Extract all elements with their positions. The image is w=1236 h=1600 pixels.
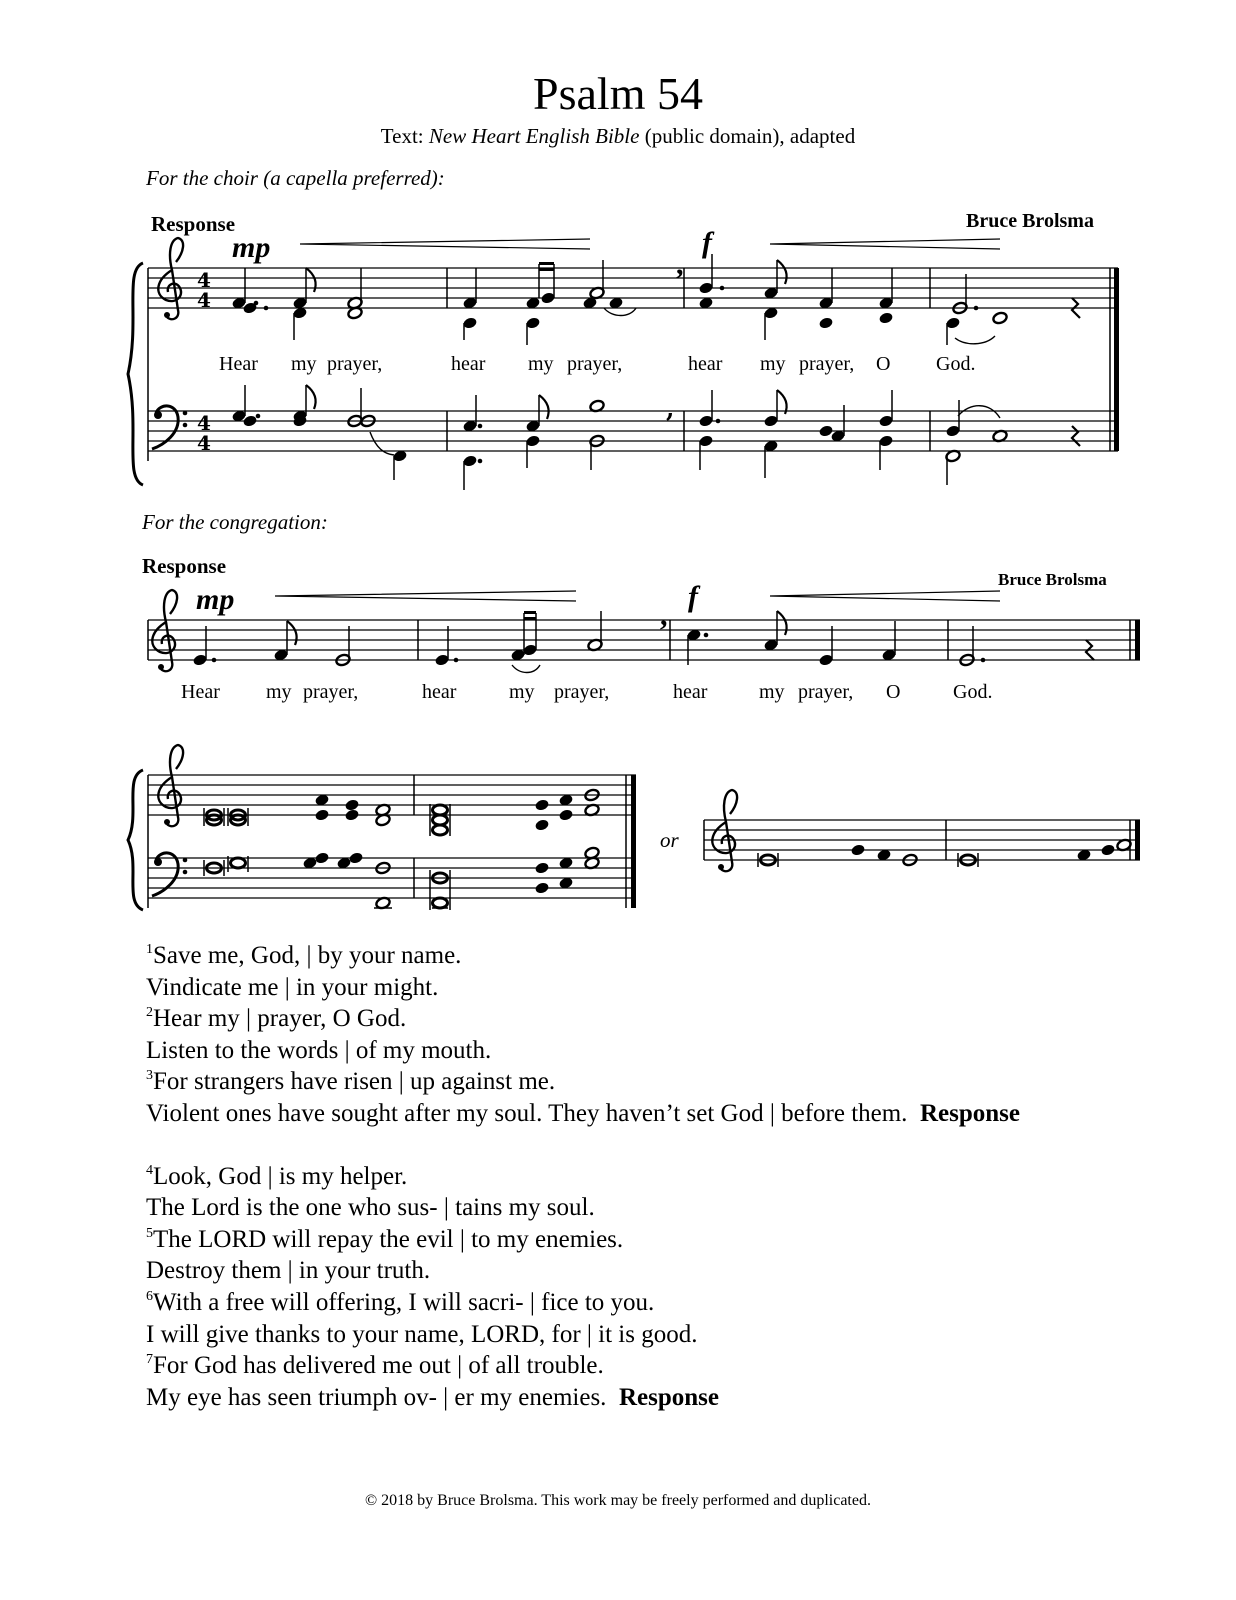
choir-lyric: Hear	[219, 353, 258, 375]
verse-line	[146, 1003, 1146, 1035]
verse-text: The LORD will repay the evil | to my enemies.	[153, 1225, 624, 1253]
choir-breath-mark: ,	[676, 248, 684, 281]
verse-line	[146, 1161, 1146, 1193]
verse-line	[146, 1035, 1146, 1067]
verse-number: 4	[146, 1162, 153, 1178]
verse-text: With a free will offering, I will sacri- | fice to you.	[153, 1288, 655, 1316]
congregation-dynamic-f: f	[688, 580, 698, 613]
congregation-breath-mark: ,	[660, 599, 668, 632]
verse-text: Listen to the words | of my mouth.	[146, 1036, 492, 1064]
svg-text:4: 4	[197, 411, 211, 435]
verse-line	[146, 972, 1146, 1004]
choir-lyric: my	[291, 353, 317, 375]
congregation-lyric: prayer,	[303, 681, 359, 703]
psalm-tone-melody-score	[704, 790, 1140, 871]
verse-text: Hear my | prayer, O God.	[153, 1005, 407, 1033]
verse-stanza	[146, 940, 1146, 1130]
choir-dynamic-f: f	[702, 226, 712, 259]
verse-stanza	[146, 1161, 1146, 1414]
choir-lyric: prayer,	[799, 353, 855, 375]
source-title: New Heart English Bible	[428, 124, 640, 148]
choir-lyric: hear	[688, 353, 723, 375]
verse-line	[146, 940, 1146, 972]
congregation-lyric: prayer,	[798, 681, 854, 703]
verse-line	[146, 1382, 1146, 1414]
congregation-lyric: hear	[673, 681, 708, 703]
verse-text: Look, God | is my helper.	[153, 1162, 408, 1190]
verse-text: Violent ones have sought after my soul. They haven’t set God | before them.	[146, 1099, 908, 1127]
response-cue: Response	[919, 1099, 1020, 1127]
congregation-lyric: God.	[953, 681, 993, 703]
verse-number: 3	[146, 1068, 153, 1084]
verse-text: For strangers have risen | up against me.	[153, 1068, 556, 1096]
choir-score	[128, 238, 1119, 490]
verse-line	[146, 1255, 1146, 1287]
choir-composer: Bruce Brolsma	[966, 210, 1094, 232]
verse-text: For God has delivered me out | of all trouble.	[153, 1352, 604, 1380]
alternative-or-label: or	[660, 828, 679, 852]
choir-dynamic-mp: mp	[232, 231, 271, 264]
choir-lyric: prayer,	[327, 353, 383, 375]
source-prefix: Text:	[380, 124, 429, 148]
choir-lyric: my	[760, 353, 786, 375]
choir-lyric: hear	[451, 353, 486, 375]
verse-text: Save me, God, | by your name.	[153, 942, 462, 969]
response-cue: Response	[618, 1383, 719, 1411]
congregation-lyric: hear	[422, 681, 457, 703]
svg-text:4: 4	[197, 268, 211, 292]
verse-number: 2	[146, 1005, 153, 1021]
verse-number: 7	[146, 1352, 153, 1368]
congregation-response-label: Response	[142, 554, 227, 578]
congregation-lyric: Hear	[181, 681, 220, 703]
congregation-lyric: prayer,	[554, 681, 610, 703]
verse-line	[146, 1350, 1146, 1382]
svg-text:4: 4	[197, 431, 211, 455]
choir-lyric: my	[528, 353, 554, 375]
verse-line	[146, 1287, 1146, 1319]
congregation-lyric: my	[266, 681, 292, 703]
copyright-footer: © 2018 by Bruce Brolsma. This work may be freely performed and duplicated.	[365, 1492, 871, 1509]
verse-line	[146, 1224, 1146, 1256]
verse-number: 1	[146, 942, 153, 958]
congregation-dynamic-mp: mp	[196, 583, 235, 616]
verse-text: I will give thanks to your name, LORD, for | it is good.	[146, 1320, 698, 1348]
verse-line	[146, 1319, 1146, 1351]
choir-lyric: God.	[936, 353, 976, 375]
choir-lyric: O	[876, 353, 891, 375]
svg-text:,: ,	[666, 394, 675, 423]
verse-text: Vindicate me | in your might.	[146, 973, 439, 1001]
congregation-composer: Bruce Brolsma	[998, 570, 1107, 589]
source-suffix: (public domain), adapted	[639, 124, 856, 148]
verse-number: 5	[146, 1225, 153, 1241]
verse-line	[146, 1066, 1146, 1098]
psalm-tone-score	[128, 745, 636, 910]
psalm-verses	[146, 940, 1146, 1413]
congregation-lyric: O	[886, 681, 901, 703]
choir-response-label: Response	[151, 212, 236, 236]
congregation-section-label: For the congregation:	[142, 510, 328, 534]
page-title: Psalm 54	[533, 68, 703, 119]
svg-text:4: 4	[197, 288, 211, 312]
verse-line	[146, 1192, 1146, 1224]
choir-section-label: For the choir (a capella preferred):	[146, 166, 445, 190]
verse-line	[146, 1098, 1146, 1130]
choir-lyric: prayer,	[567, 353, 623, 375]
congregation-lyric: my	[759, 681, 785, 703]
congregation-lyric: my	[509, 681, 535, 703]
congregation-score	[148, 590, 1140, 673]
verse-number: 6	[146, 1289, 153, 1305]
verse-text: The Lord is the one who sus- | tains my soul.	[146, 1194, 595, 1222]
verse-text: Destroy them | in your truth.	[146, 1257, 431, 1285]
verse-text: My eye has seen triumph ov- | er my enemies.	[146, 1383, 607, 1411]
